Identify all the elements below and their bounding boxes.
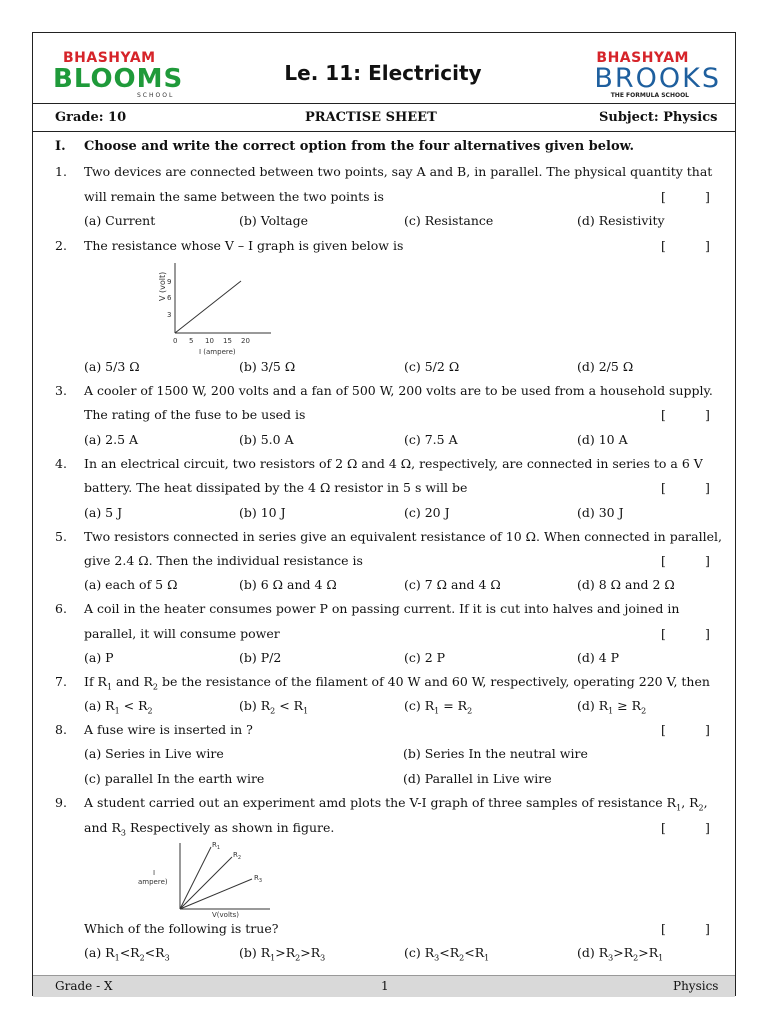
page-title: Le. 11: Electricity: [284, 61, 482, 85]
question-5-options: [33, 577, 735, 601]
question-1-line2: [33, 189, 735, 213]
logo-left-sub: SCHOOL: [137, 92, 175, 99]
worksheet-page: [32, 32, 736, 996]
question-4-line2: [33, 480, 735, 504]
option-b: (b) $R_2 < R_1$: [239, 698, 309, 716]
x-axis-label: I (ampere): [199, 348, 236, 356]
question-7-options: [33, 698, 735, 722]
answer-bracket-close: ]: [705, 480, 710, 495]
x-tick-0: 0: [173, 337, 178, 345]
r3-label: $R_3$: [254, 874, 263, 884]
answer-bracket-open: [: [661, 553, 666, 568]
option-d: (d) $R_1 \ge R_2$: [577, 698, 647, 716]
option-b: (b) $R_1>R_2>R_3$: [239, 945, 326, 963]
question-text: battery. The heat dissipated by the 4 Ω resistor in 5 s will be: [84, 480, 468, 495]
question-9: [33, 795, 735, 819]
logo-right-top: BHASHYAM: [596, 50, 689, 66]
question-1: [33, 164, 735, 188]
section-heading: [33, 139, 735, 163]
answer-bracket-open: [: [661, 722, 666, 737]
question-text: If $R_1$ and $R_2$ be the resistance of the filament of 40 W and 60 W, respectively, operating 220 V, then: [84, 674, 710, 692]
option-c: (c) Resistance: [404, 213, 494, 228]
question-number: 5.: [55, 529, 67, 544]
answer-bracket-open: [: [661, 921, 666, 936]
option-a: (a) 5 J: [84, 505, 123, 520]
x-tick-15: 15: [223, 337, 232, 345]
question-8-options-row1: [33, 746, 735, 770]
question-text: Which of the following is true?: [84, 921, 279, 936]
page-number: 1: [381, 979, 389, 993]
option-b: (b) 6 Ω and 4 Ω: [239, 577, 337, 592]
option-a: (a) each of 5 Ω: [84, 577, 178, 592]
y-tick-3: 3: [167, 311, 172, 319]
question-text: A student carried out an experiment amd plots the V-I graph of three samples of resistance $R_1$, $R_2$,: [84, 795, 708, 813]
question-6: [33, 601, 735, 625]
question-9-options: [33, 945, 735, 969]
logo-right-sub: THE FORMULA SCHOOL: [610, 92, 689, 99]
option-d: (d) 4 P: [577, 650, 620, 665]
header: [33, 33, 735, 104]
question-number: 4.: [55, 456, 67, 471]
r1-label: $R_1$: [212, 841, 221, 851]
option-c: (c) 2 P: [404, 650, 446, 665]
option-d: (d) Resistivity: [577, 213, 665, 228]
option-c: (c) $R_3<R_2<R_1$: [404, 945, 490, 963]
answer-bracket-close: ]: [705, 189, 710, 204]
answer-bracket-open: [: [661, 626, 666, 641]
logo-left-main: BLOOMS: [53, 64, 184, 94]
question-8: [33, 722, 735, 746]
question-1-options: [33, 213, 735, 237]
option-d: (d) Parallel in Live wire: [403, 771, 552, 786]
option-a: (a) Current: [84, 213, 156, 228]
sheet-label: PRACTISE SHEET: [305, 110, 437, 125]
option-c: (c) 7 Ω and 4 Ω: [404, 577, 501, 592]
footer-subject: Physics: [673, 979, 719, 993]
question-number: 3.: [55, 383, 67, 398]
option-a: (a) 5/3 Ω: [84, 359, 140, 374]
r2-label: $R_2$: [233, 851, 242, 861]
option-c: (c) 5/2 Ω: [404, 359, 460, 374]
x-tick-5: 5: [189, 337, 194, 345]
question-9-line3: [33, 921, 735, 945]
info-bar: [33, 103, 735, 132]
section-text: Choose and write the correct option from the four alternatives given below.: [84, 139, 635, 154]
question-4-options: [33, 505, 735, 529]
option-b: (b) 3/5 Ω: [239, 359, 296, 374]
question-7: [33, 674, 735, 698]
option-c: (c) 7.5 A: [404, 432, 458, 447]
y-tick-6: 6: [167, 294, 172, 302]
option-d: (d) 2/5 Ω: [577, 359, 634, 374]
answer-bracket-open: [: [661, 238, 666, 253]
subject-label: Subject: Physics: [599, 110, 718, 125]
section-number: I.: [55, 139, 66, 154]
option-a: (a) Series in Live wire: [84, 746, 224, 761]
option-b: (b) Voltage: [239, 213, 309, 228]
question-text: The resistance whose V – I graph is given below is: [84, 238, 404, 253]
y-axis-label: V (volt): [158, 271, 167, 301]
question-text: The rating of the fuse to be used is: [84, 407, 306, 422]
option-c: (c) $R_1 = R_2$: [404, 698, 473, 716]
question-8-options-row2: [33, 771, 735, 795]
graph-line: [175, 281, 241, 333]
answer-bracket-close: ]: [705, 722, 710, 737]
option-d: (d) $R_3>R_2>R_1$: [577, 945, 664, 963]
question-number: 1.: [55, 164, 67, 179]
question-number: 6.: [55, 601, 67, 616]
question-text: will remain the same between the two points is: [84, 189, 384, 204]
option-d: (d) 10 A: [577, 432, 628, 447]
question-text: and $R_3$ Respectively as shown in figure.: [84, 820, 335, 838]
blooms-logo: [53, 50, 203, 99]
question-text: parallel, it will consume power: [84, 626, 280, 641]
question-number: 7.: [55, 674, 67, 689]
question-6-options: [33, 650, 735, 674]
answer-bracket-open: [: [661, 820, 666, 835]
option-b: (b) P/2: [239, 650, 282, 665]
answer-bracket-close: ]: [705, 820, 710, 835]
question-5-line2: [33, 553, 735, 577]
answer-bracket-close: ]: [705, 921, 710, 936]
question-text: Two resistors connected in series give an equivalent resistance of 10 Ω. When connected in parallel,: [84, 529, 722, 544]
r2-line: [180, 857, 232, 909]
option-c: (c) 20 J: [404, 505, 450, 520]
answer-bracket-open: [: [661, 407, 666, 422]
answer-bracket-close: ]: [705, 553, 710, 568]
x-tick-20: 20: [241, 337, 250, 345]
footer: [33, 975, 735, 997]
answer-bracket-close: ]: [705, 238, 710, 253]
question-3: [33, 383, 735, 407]
y-axis-label-top: I: [153, 869, 156, 877]
question-text: A fuse wire is inserted in ?: [84, 722, 253, 737]
r3-line: [180, 879, 252, 909]
question-number: 2.: [55, 238, 67, 253]
question-text: A cooler of 1500 W, 200 volts and a fan of 500 W, 200 volts are to be used from a household supply.: [84, 383, 713, 398]
question-number: 8.: [55, 722, 67, 737]
logo-left-top: BHASHYAM: [63, 50, 156, 66]
question-4: [33, 456, 735, 480]
option-a: (a) $R_1<R_2<R_3$: [84, 945, 170, 963]
footer-grade: Grade - X: [55, 979, 113, 993]
option-a: (a) 2.5 A: [84, 432, 139, 447]
vi-graph-q9: [128, 837, 278, 919]
option-a: (a) $R_1 < R_2$: [84, 698, 153, 716]
y-tick-9: 9: [167, 278, 172, 286]
question-6-line2: [33, 626, 735, 650]
brooks-logo: [561, 50, 721, 99]
logo-right-main: BROOKS: [594, 63, 721, 94]
option-b: (b) 5.0 A: [239, 432, 294, 447]
answer-bracket-close: ]: [705, 626, 710, 641]
answer-bracket-open: [: [661, 189, 666, 204]
y-axis-label: ampere): [138, 878, 168, 886]
question-2-options: [33, 359, 735, 383]
x-axis-label: V(volts): [212, 911, 240, 919]
question-5: [33, 529, 735, 553]
vi-graph-q2: [139, 259, 279, 359]
answer-bracket-close: ]: [705, 407, 710, 422]
question-3-line2: [33, 407, 735, 431]
option-b: (b) 10 J: [239, 505, 286, 520]
question-text: Two devices are connected between two points, say A and B, in parallel. The physical quantity that: [84, 164, 713, 179]
question-3-options: [33, 432, 735, 456]
question-text: give 2.4 Ω. Then the individual resistance is: [84, 553, 363, 568]
option-c: (c) parallel In the earth wire: [84, 771, 265, 786]
option-d: (d) 30 J: [577, 505, 624, 520]
option-a: (a) P: [84, 650, 114, 665]
question-number: 9.: [55, 795, 67, 810]
grade-label: Grade: 10: [55, 110, 127, 125]
answer-bracket-open: [: [661, 480, 666, 495]
x-tick-10: 10: [205, 337, 214, 345]
question-text: In an electrical circuit, two resistors of 2 Ω and 4 Ω, respectively, are connected in series to a 6 V: [84, 456, 703, 471]
r1-line: [180, 847, 211, 909]
option-d: (d) 8 Ω and 2 Ω: [577, 577, 675, 592]
question-text: A coil in the heater consumes power P on passing current. If it is cut into halves and joined in: [84, 601, 680, 616]
option-b: (b) Series In the neutral wire: [403, 746, 588, 761]
